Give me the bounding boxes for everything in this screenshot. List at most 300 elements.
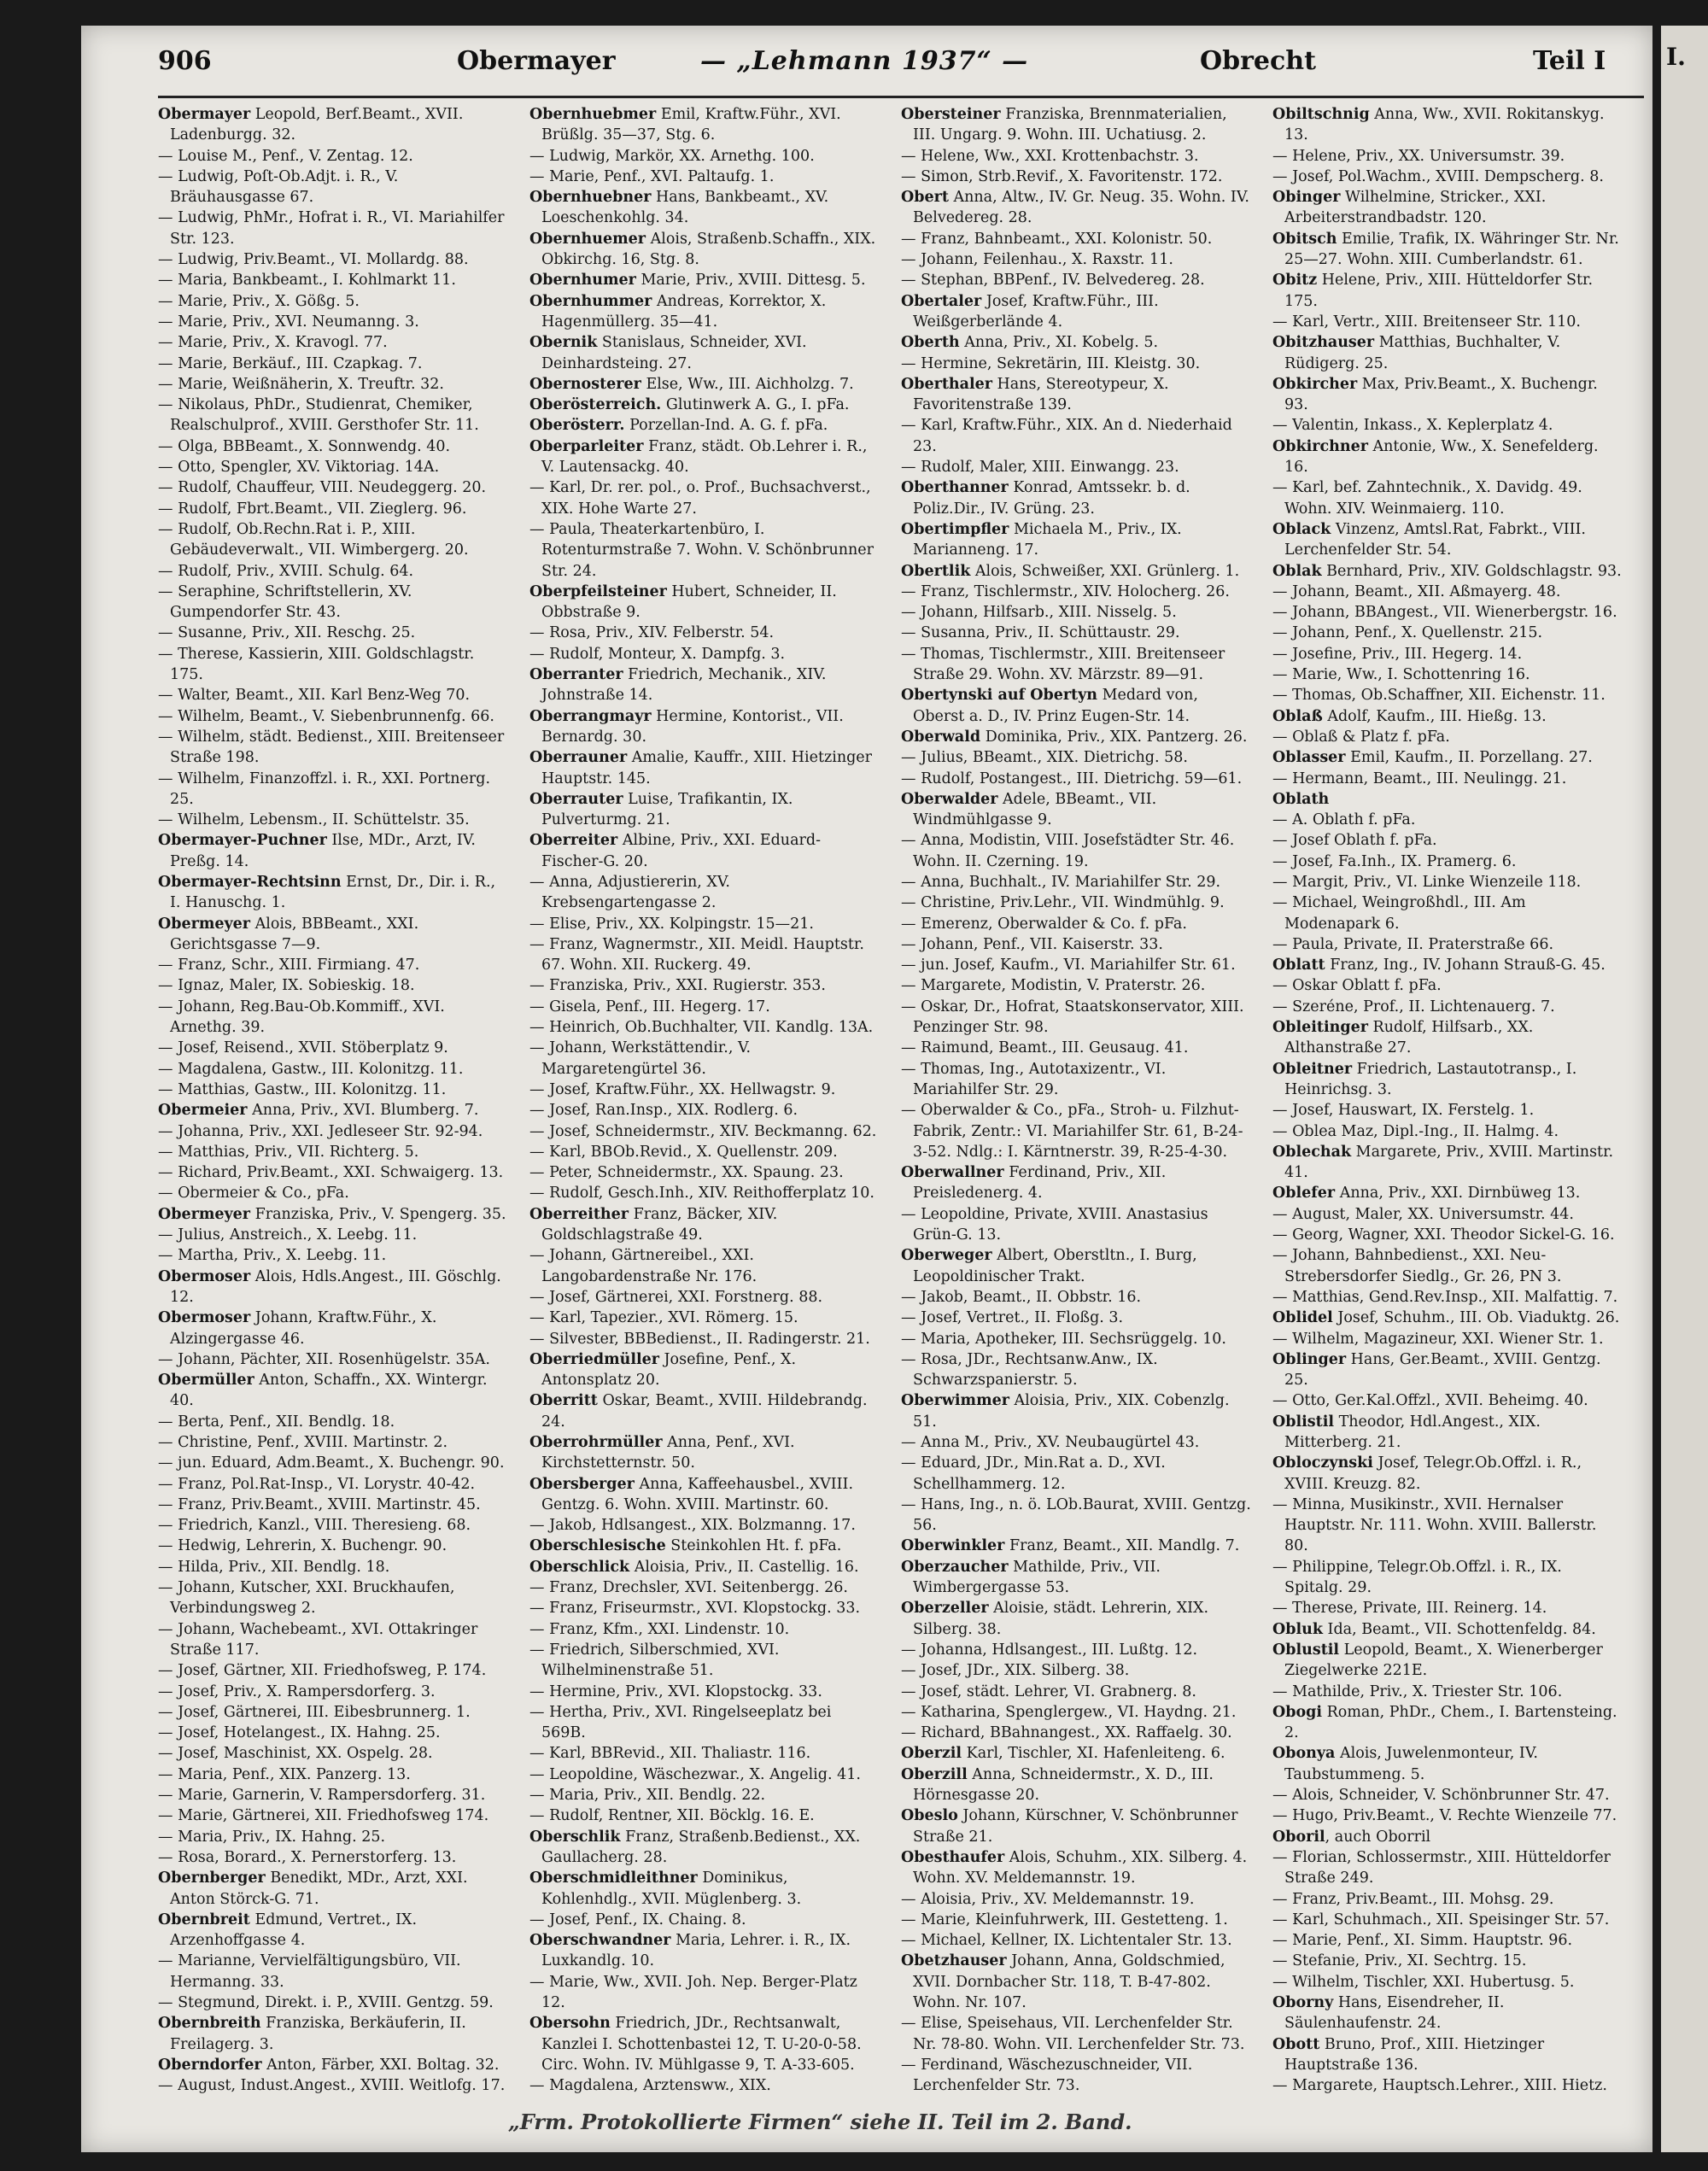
entry-surname: Oberschlick xyxy=(529,1558,630,1576)
entry-surname: Oberritt xyxy=(529,1392,598,1410)
directory-entry xyxy=(529,1640,880,1682)
entry-details: — Wilhelm, Tischler, XXI. Hubertusg. 5. xyxy=(1272,1973,1575,1991)
entry-surname: Obersberger xyxy=(529,1475,635,1493)
directory-entry xyxy=(1272,685,1623,705)
directory-entry xyxy=(158,1121,508,1142)
directory-entry xyxy=(901,1910,1251,1930)
directory-entry xyxy=(1272,1308,1623,1328)
entry-details: Mathilde, Priv., VII. Wimbergergasse 53. xyxy=(913,1558,1161,1597)
entry-details: — Karl, bef. Zahntechnik., X. Davidg. 49. Wohn. XIV. Weinmaierg. 110. xyxy=(1272,479,1582,518)
entry-details: — Philippine, Telegr.Ob.Offzl. i. R., IX. Spitalg. 29. xyxy=(1272,1558,1562,1597)
entry-details: — Eduard, JDr., Min.Rat a. D., XVI. Schellhammerg. 12. xyxy=(901,1454,1166,1493)
directory-entry xyxy=(529,1972,880,2014)
directory-entry xyxy=(901,789,1251,831)
directory-entry xyxy=(1272,1225,1623,1245)
directory-entry xyxy=(1272,167,1623,187)
entry-surname: Oberzaucher xyxy=(901,1558,1009,1576)
directory-entry xyxy=(1272,436,1623,478)
column-3 xyxy=(901,104,1251,2094)
directory-entry xyxy=(529,1619,880,1640)
entry-details: — Julius, BBeamt., XIX. Dietrichg. 58. xyxy=(901,749,1188,767)
entry-surname: Obertlik xyxy=(901,562,971,580)
entry-details: Andreas, Korrektor, X. Hagenmüllerg. 35—41. xyxy=(541,292,827,331)
directory-entry xyxy=(529,1598,880,1618)
directory-entry xyxy=(158,332,508,353)
entry-surname: Obernberger xyxy=(158,1870,266,1887)
entry-details: — Josef, Priv., X. Rampersdorferg. 3. xyxy=(158,1682,436,1700)
entry-details: Emilie, Trafik, IX. Währinger Str. Nr. 25—27. Wohn. XIII. Cumberlandstr. 61. xyxy=(1284,230,1619,269)
entry-surname: Oberwald xyxy=(901,728,981,746)
directory-entry xyxy=(1272,955,1623,975)
directory-entry xyxy=(1272,229,1623,271)
entry-surname: Oblistil xyxy=(1272,1413,1335,1431)
directory-entry xyxy=(1272,1495,1623,1557)
entry-details: — Josef, Gärtner, XII. Friedhofsweg, P. 174. xyxy=(158,1662,487,1680)
entry-details: — Christine, Priv.Lehr., VII. Windmühlg. 9. xyxy=(901,894,1225,912)
entry-details: Roman, PhDr., Chem., I. Bartensteing. 2. xyxy=(1284,1703,1617,1742)
entry-details: Hans, Stereotypeur, X. Favoritenstraße 139. xyxy=(913,375,1169,414)
entry-details: Franz, Straßenb.Bedienst., XX. Gaullacherg. 28. xyxy=(541,1828,861,1866)
directory-entry xyxy=(529,1142,880,1162)
directory-entry xyxy=(158,810,508,830)
entry-details: Josefine, Penf., X. Antonsplatz 20. xyxy=(541,1350,797,1390)
entry-details: — Franz, Bahnbeamt., XXI. Kolonistr. 50. xyxy=(901,230,1213,248)
directory-entry xyxy=(158,104,508,146)
directory-entry xyxy=(529,1390,880,1432)
directory-entry xyxy=(529,747,880,789)
entry-surname: Oblustil xyxy=(1272,1641,1340,1659)
entry-details: — Josef, städt. Lehrer, VI. Grabnerg. 8. xyxy=(901,1682,1196,1700)
entry-details: — Seraphine, Schriftstellerin, XV. Gumpendorfer Str. 43. xyxy=(158,582,412,622)
entry-details: — Karl, Dr. rer. pol., o. Prof., Buchsachverst., XIX. Hohe Warte 27. xyxy=(529,479,871,518)
entry-details: Emil, Kraftw.Führ., XVI. Brüßlg. 35—37, Stg. 6. xyxy=(541,106,841,144)
entry-details: — Wilhelm, Magazineur, XXI. Wiener Str. 1. xyxy=(1272,1330,1604,1348)
directory-entry xyxy=(901,1204,1251,1246)
entry-details: — Marie, Kleinfuhrwerk, III. Gestetteng. 1. xyxy=(901,1911,1228,1928)
directory-entry xyxy=(901,1349,1251,1391)
entry-details: Michaela M., Priv., IX. Marianneng. 17. xyxy=(913,520,1182,559)
directory-entry xyxy=(529,1308,880,1328)
directory-entry xyxy=(158,374,508,395)
entry-details: Anna, Priv., XI. Kobelg. 5. xyxy=(959,334,1159,352)
directory-entry xyxy=(158,1660,508,1681)
directory-entry xyxy=(1272,1287,1623,1308)
directory-entry xyxy=(158,1827,508,1847)
entry-details: — Maria, Bankbeamt., I. Kohlmarkt 11. xyxy=(158,272,456,290)
directory-entry xyxy=(158,1805,508,1826)
directory-entry xyxy=(529,1038,880,1080)
directory-entry xyxy=(529,291,880,333)
entry-details: Antonie, Ww., X. Senefelderg. 16. xyxy=(1284,437,1599,477)
directory-entry xyxy=(1272,1204,1623,1225)
entry-details: — Johann, Penf., X. Quellenstr. 215. xyxy=(1272,624,1543,642)
entry-details: — Karl, Kraftw.Führ., XIX. An d. Niederhaid 23. xyxy=(901,417,1232,455)
directory-entry xyxy=(901,727,1251,747)
entry-details: Else, Ww., III. Aichholzg. 7. xyxy=(640,375,854,393)
entry-details: — Jakob, Hdlsangest., XIX. Bolzmanng. 17. xyxy=(529,1517,856,1535)
entry-surname: Oberösterreich. xyxy=(529,396,662,414)
entry-surname: Obernik xyxy=(529,334,598,352)
directory-entry xyxy=(158,249,508,270)
entry-details: Max, Priv.Beamt., X. Buchengr. 93. xyxy=(1284,375,1598,414)
entry-surname: Obermayer-Rechtsinn xyxy=(158,873,342,891)
entry-surname: Obert xyxy=(901,189,949,207)
entry-details: — Anna, Adjustiererin, XV. Krebsengartengasse 2. xyxy=(529,873,730,912)
entry-details: Adolf, Kaufm., III. Hießg. 13. xyxy=(1322,707,1547,725)
directory-entry xyxy=(529,1349,880,1391)
entry-details: Albine, Priv., XXI. Eduard-Fischer-G. 20. xyxy=(541,832,821,870)
entry-details: — Matthias, Priv., VII. Richterg. 5. xyxy=(158,1143,419,1161)
entry-details: — Helene, Ww., XXI. Krottenbachstr. 3. xyxy=(901,147,1199,165)
directory-entry xyxy=(1272,1640,1623,1682)
entry-surname: Oberrauter xyxy=(529,790,623,808)
directory-entry xyxy=(1272,187,1623,229)
entry-details: — Hermann, Beamt., III. Neulingg. 21. xyxy=(1272,770,1567,787)
directory-entry xyxy=(158,1059,508,1080)
entry-details: — Gisela, Penf., III. Hegerg. 17. xyxy=(529,998,770,1015)
entry-details: — Rudolf, Fbrt.Beamt., VII. Zieglerg. 96. xyxy=(158,500,467,518)
entry-details: Margarete, Priv., XVIII. Martinstr. 41. xyxy=(1284,1143,1614,1182)
entry-surname: Obernosterer xyxy=(529,375,641,393)
entry-surname: Oblinger xyxy=(1272,1350,1347,1368)
directory-entry xyxy=(529,1910,880,1930)
directory-entry xyxy=(158,1743,508,1764)
entry-details: Bernhard, Priv., XIV. Goldschlagstr. 93. xyxy=(1321,562,1622,580)
column-1 xyxy=(158,104,508,2094)
directory-entry xyxy=(158,727,508,769)
entry-surname: Oberrauner xyxy=(529,749,628,767)
directory-entry xyxy=(901,955,1251,975)
directory-entry xyxy=(529,187,880,229)
directory-entry xyxy=(1272,582,1623,602)
entry-details: — Oblea Maz, Dipl.-Ing., II. Halmg. 4. xyxy=(1272,1122,1559,1140)
entry-details: Ferdinand, Priv., XII. Preisledenerg. 4. xyxy=(913,1164,1167,1203)
entry-surname: Obernbreith xyxy=(158,2015,261,2033)
entry-surname: Oblaß xyxy=(1272,707,1323,725)
entry-surname: Obluk xyxy=(1272,1620,1323,1638)
directory-entry xyxy=(901,582,1251,602)
entry-surname: Oberpfeilsteiner xyxy=(529,582,667,600)
entry-details: — Josef, Hotelangest., IX. Hahng. 25. xyxy=(158,1724,441,1742)
entry-details: — Margarete, Modistin, V. Praterstr. 26. xyxy=(901,977,1206,995)
directory-entry xyxy=(901,1805,1251,1847)
directory-entry xyxy=(529,582,880,623)
directory-entry xyxy=(1272,1910,1623,1930)
entry-details: Matthias, Buchhalter, V. Rüdigerg. 25. xyxy=(1284,334,1561,372)
directory-entry xyxy=(529,1204,880,1246)
directory-entry xyxy=(1272,1827,1623,1847)
directory-entry xyxy=(158,997,508,1039)
entry-surname: Oberrohrmüller xyxy=(529,1434,663,1451)
entry-details: Amalie, Kauffr., XIII. Hietzinger Hauptstr. 145. xyxy=(541,749,873,787)
entry-details: — Marie, Garnerin, V. Rampersdorferg. 31. xyxy=(158,1787,486,1805)
directory-entry xyxy=(1272,1889,1623,1910)
entry-details: — Therese, Kassierin, XIII. Goldschlagstr. 175. xyxy=(158,645,475,684)
directory-entry xyxy=(158,208,508,249)
directory-entry xyxy=(529,934,880,976)
directory-entry xyxy=(529,1827,880,1869)
entry-details: — Anna, Buchhalt., IV. Mariahilfer Str. 29. xyxy=(901,873,1221,891)
directory-entry xyxy=(901,457,1251,477)
directory-entry xyxy=(901,332,1251,353)
directory-entry xyxy=(1272,810,1623,830)
entry-details: Karl, Tischler, XI. Hafenleiteng. 6. xyxy=(962,1745,1225,1763)
directory-entry xyxy=(158,769,508,810)
directory-entry xyxy=(1272,1453,1623,1495)
directory-entry xyxy=(901,477,1251,519)
directory-entry xyxy=(529,1557,880,1577)
directory-entry xyxy=(529,1682,880,1702)
header-rule xyxy=(158,96,1644,98)
entry-surname: Obernhummer xyxy=(529,292,652,310)
entry-surname: Oberthanner xyxy=(901,479,1009,497)
directory-entry xyxy=(529,415,880,436)
entry-details: Hans, Eisendreher, II. Säulenhaufenstr. 24. xyxy=(1284,1994,1505,2033)
directory-entry xyxy=(158,436,508,457)
entry-details: Johann, Kraftw.Führ., X. Alzingergasse 46. xyxy=(170,1309,437,1348)
entry-details: — Florian, Schlossermstr., XIII. Hütteldorfer Straße 249. xyxy=(1272,1848,1611,1887)
directory-entry xyxy=(158,582,508,623)
entry-details: Helene, Priv., XIII. Hütteldorfer Str. 175. xyxy=(1284,272,1594,310)
entry-details: — Johann, Werkstättendir., V. Margaretengürtel 36. xyxy=(529,1039,752,1078)
entry-details: — Josef, Kraftw.Führ., XX. Hellwagstr. 9. xyxy=(529,1080,836,1098)
entry-details: — Stegmund, Direkt. i. P., XVIII. Gentzg. 59. xyxy=(158,1994,494,2012)
entry-details: — Maria, Priv., IX. Hahng. 25. xyxy=(158,1828,386,1846)
entry-details: Benedikt, MDr., Arzt, XXI. Anton Störck-G. 71. xyxy=(170,1870,468,1908)
entry-surname: Oblasser xyxy=(1272,749,1346,767)
directory-entry xyxy=(1272,1951,1623,1971)
entry-details: — Josef, Hauswart, IX. Ferstelg. 1. xyxy=(1272,1102,1535,1120)
entry-details: — Johann, Feilenhau., X. Raxstr. 11. xyxy=(901,251,1173,269)
directory-entry xyxy=(158,1267,508,1308)
entry-details: Ilse, MDr., Arzt, IV. Preßg. 14. xyxy=(170,832,476,870)
directory-entry xyxy=(1272,1702,1623,1744)
directory-entry xyxy=(901,1598,1251,1640)
entry-details: — Marianne, Vervielfältigungsbüro, VII. Hermanng. 33. xyxy=(158,1952,461,1991)
entry-details: — Johann, Reg.Bau-Ob.Kommiff., XVI. Arnethg. 39. xyxy=(158,998,445,1037)
entry-surname: Oboril xyxy=(1272,1828,1325,1846)
entry-details: Anna, Kaffeehausbel., XVIII. Gentzg. 6. Wohn. XVIII. Martinstr. 60. xyxy=(541,1475,854,1513)
directory-entry xyxy=(1272,312,1623,332)
directory-entry xyxy=(1272,644,1623,664)
entry-details: — August, Maler, XX. Universumstr. 44. xyxy=(1272,1205,1574,1223)
entry-details: — Hans, Ing., n. ö. LOb.Baurat, XVIII. Gentzg. 56. xyxy=(901,1495,1251,1535)
directory-entry xyxy=(901,1329,1251,1349)
entry-surname: Obiltschnig xyxy=(1272,106,1370,123)
entry-details: — Rudolf, Ob.Rechn.Rat i. P., XIII. Gebäudeverwalt., VII. Wimbergerg. 20. xyxy=(158,520,469,559)
directory-entry xyxy=(158,830,508,872)
directory-entry xyxy=(158,1412,508,1432)
directory-entry xyxy=(1272,2034,1623,2076)
entry-details: Friedrich, Lastautotransp., I. Heinrichsg. 3. xyxy=(1284,1060,1577,1098)
directory-entry xyxy=(529,1017,880,1038)
entry-details: Vinzenz, Amtsl.Rat, Fabrkt., VIII. Lerchenfelder Str. 54. xyxy=(1284,520,1586,559)
directory-entry xyxy=(529,2075,880,2094)
entry-surname: Oblatt xyxy=(1272,957,1325,974)
entry-surname: Obkircher xyxy=(1272,375,1358,393)
entry-surname: Oberwimmer xyxy=(901,1392,1009,1410)
entry-surname: Oberwallner xyxy=(901,1164,1004,1182)
entry-details: Marie, Priv., XVIII. Dittesg. 5. xyxy=(635,272,866,290)
directory-entry xyxy=(529,104,880,146)
directory-entry xyxy=(529,332,880,374)
entry-details: — Richard, Priv.Beamt., XXI. Schwaigerg. 13. xyxy=(158,1164,504,1182)
entry-details: — Paula, Theaterkartenbüro, I. Rotenturmstraße 7. Wohn. V. Schönbrunner Str. 24. xyxy=(529,520,874,580)
entry-details: Konrad, Amtssekr. b. d. Poliz.Dir., IV. Grüng. 23. xyxy=(913,479,1190,518)
directory-entry xyxy=(158,477,508,498)
directory-entry xyxy=(529,395,880,415)
entry-surname: Oberthaler xyxy=(901,375,992,393)
directory-entry xyxy=(901,1245,1251,1287)
entry-details: — Margit, Priv., VI. Linke Wienzeile 118. xyxy=(1272,873,1582,891)
directory-entry xyxy=(158,1183,508,1203)
entry-details: — Leopoldine, Private, XVIII. Anastasius Grün-G. 13. xyxy=(901,1205,1208,1244)
directory-entry xyxy=(529,1764,880,1785)
directory-entry xyxy=(529,477,880,519)
entry-details: Porzellan-Ind. A. G. f. pFa. xyxy=(624,417,828,435)
directory-entry xyxy=(529,914,880,934)
entry-details: — Marie, Weißnäherin, X. Treuftr. 32. xyxy=(158,375,444,393)
directory-entry xyxy=(901,1889,1251,1910)
entry-details: Ernst, Dr., Dir. i. R., I. Hanuschg. 1. xyxy=(170,873,496,912)
entry-details: — Johann, Bahnbedienst., XXI. Neu-Strebersdorfer Siedlg., Gr. 26, PN 3. xyxy=(1272,1247,1562,1285)
directory-entry xyxy=(529,975,880,996)
directory-entry xyxy=(1272,1972,1623,1993)
page-header xyxy=(81,34,1652,85)
directory-entry xyxy=(1272,477,1623,519)
directory-entry xyxy=(1272,146,1623,167)
entry-details: — Franz, Priv.Beamt., III. Mohsg. 29. xyxy=(1272,1890,1554,1908)
entry-surname: Oberndorfer xyxy=(158,2056,262,2074)
entry-details: — Josef, Pol.Wachm., XVIII. Dempscherg. 8. xyxy=(1272,167,1604,185)
entry-details: — Karl, Tapezier., XVI. Römerg. 15. xyxy=(529,1309,798,1327)
entry-details: Franz, Bäcker, XIV. Goldschlagstraße 49. xyxy=(541,1205,778,1244)
entry-details: — A. Oblath f. pFa. xyxy=(1272,811,1416,829)
entry-details: — Marie, Ww., I. Schottenring 16. xyxy=(1272,666,1530,684)
directory-entry xyxy=(1272,1142,1623,1184)
directory-entry xyxy=(158,1993,508,2013)
entry-details: — Karl, Vertr., XIII. Breitenseer Str. 110. xyxy=(1272,313,1581,331)
directory-entry xyxy=(529,830,880,872)
entry-details: — Rosa, JDr., Rechtsanw.Anw., IX. Schwarzspanierstr. 5. xyxy=(901,1350,1158,1390)
entry-details: Bruno, Prof., XIII. Hietzinger Hauptstraße 136. xyxy=(1284,2035,1545,2074)
directory-entry xyxy=(1272,872,1623,892)
entry-details: — Marie, Berkäuf., III. Czapkag. 7. xyxy=(158,354,423,372)
directory-entry xyxy=(529,146,880,167)
directory-entry xyxy=(529,1702,880,1744)
entry-details: — Mathilde, Priv., X. Triester Str. 106. xyxy=(1272,1682,1563,1700)
directory-entry xyxy=(1272,789,1623,810)
entry-details: — Helene, Priv., XX. Universumstr. 39. xyxy=(1272,147,1565,165)
directory-entry xyxy=(158,1245,508,1266)
directory-entry xyxy=(158,1080,508,1100)
entry-details: — Georg, Wagner, XXI. Theodor Sickel-G. 16. xyxy=(1272,1226,1615,1244)
directory-entry xyxy=(1272,1847,1623,1889)
entry-details: Alois, Schuhm., XIX. Silberg. 4. Wohn. XV. Meldemannstr. 19. xyxy=(913,1848,1248,1887)
entry-surname: Obitzhauser xyxy=(1272,334,1375,352)
directory-entry xyxy=(1272,519,1623,561)
entry-details: — Johann, Gärtnereibel., XXI. Langobardenstraße Nr. 176. xyxy=(529,1247,757,1285)
directory-entry xyxy=(158,1432,508,1453)
entry-surname: Oberreither xyxy=(529,1205,629,1223)
entry-details: — Thomas, Tischlermstr., XIII. Breitenseer Straße 29. Wohn. XV. Märzstr. 89—91. xyxy=(901,645,1225,684)
entry-details: — Stefanie, Priv., XI. Sechtrg. 15. xyxy=(1272,1952,1527,1970)
entry-surname: Oberparleiter xyxy=(529,437,644,455)
entry-surname: Oberreiter xyxy=(529,832,618,850)
entry-details: — Josef, Ran.Insp., XIX. Rodlerg. 6. xyxy=(529,1102,798,1120)
directory-entry xyxy=(901,1432,1251,1453)
entry-details: — Berta, Penf., XII. Bendlg. 18. xyxy=(158,1413,395,1431)
entry-details: — Hugo, Priv.Beamt., V. Rechte Wienzeile 77. xyxy=(1272,1807,1617,1825)
entry-details: — Franz, Drechsler, XVI. Seitenbergg. 26. xyxy=(529,1579,848,1597)
entry-surname: Obeslo xyxy=(901,1807,958,1825)
entry-details: — Franz, Kfm., XXI. Lindenstr. 10. xyxy=(529,1620,790,1638)
directory-entry xyxy=(158,291,508,312)
entry-details: Leopold, Berf.Beamt., XVII. Ladenburgg. 32. xyxy=(170,106,464,144)
entry-surname: Obertaler xyxy=(901,292,982,310)
entry-surname: Obitz xyxy=(1272,272,1318,290)
entry-details: — Rudolf, Postangest., III. Dietrichg. 59—61. xyxy=(901,770,1243,787)
entry-details: Anna, Schneidermstr., X. D., III. Hörnesgasse 20. xyxy=(913,1765,1214,1805)
entry-details: — Ludwig, Priv.Beamt., VI. Mollardg. 88. xyxy=(158,251,469,269)
directory-entry xyxy=(1272,975,1623,996)
entry-surname: Obitsch xyxy=(1272,230,1337,248)
entry-details: — Matthias, Gastw., III. Kolonitzg. 11. xyxy=(158,1080,447,1098)
entry-details: — Rudolf, Maler, XIII. Einwangg. 23. xyxy=(901,459,1179,477)
column-2 xyxy=(529,104,880,2094)
entry-details: — Otto, Spengler, XV. Viktoriag. 14A. xyxy=(158,459,440,477)
entry-details: Alois, BBBeamt., XXI. Gerichtsgasse 7—9. xyxy=(170,915,419,953)
directory-entry xyxy=(529,706,880,748)
entry-details: — Ignaz, Maler, IX. Sobieskig. 18. xyxy=(158,977,415,995)
entry-details: Johann, Kürschner, V. Schönbrunner Straße 21. xyxy=(913,1807,1238,1846)
entry-details: — Johann, Kutscher, XXI. Bruckhaufen, Verbindungsweg 2. xyxy=(158,1579,455,1618)
directory-entry xyxy=(158,457,508,477)
directory-entry xyxy=(158,1577,508,1619)
entry-surname: Obertimpfler xyxy=(901,520,1009,538)
entry-details: — Friedrich, Kanzl., VIII. Theresieng. 68. xyxy=(158,1517,471,1535)
directory-entry xyxy=(901,1847,1251,1889)
entry-details: — Karl, Schuhmach., XII. Speisinger Str. 57. xyxy=(1272,1911,1610,1928)
directory-entry xyxy=(1272,1390,1623,1411)
directory-entry xyxy=(901,1764,1251,1806)
entry-surname: Obermoser xyxy=(158,1309,251,1327)
directory-entry xyxy=(529,1121,880,1142)
entry-details: Hubert, Schneider, II. Obbstraße 9. xyxy=(541,582,837,622)
entry-details: — Josef, Schneidermstr., XIV. Beckmanng. 62. xyxy=(529,1122,877,1140)
directory-entry xyxy=(158,914,508,956)
entry-surname: Obersteiner xyxy=(901,106,1001,123)
entry-details: — Matthias, Gend.Rev.Insp., XII. Malfattig. 7. xyxy=(1272,1288,1618,1306)
directory-entry xyxy=(529,1474,880,1516)
directory-entry xyxy=(529,1432,880,1474)
entry-details: — Franz, Priv.Beamt., XVIII. Martinstr. 45. xyxy=(158,1495,481,1513)
directory-entry xyxy=(901,1536,1251,1556)
directory-entry xyxy=(901,747,1251,768)
entry-surname: Oblak xyxy=(1272,562,1322,580)
footer-note: „Frm. Protokollierte Firmen“ siehe II. Teil im 2. Band. xyxy=(508,2110,1132,2134)
directory-entry xyxy=(901,975,1251,996)
directory-entry xyxy=(1272,1557,1623,1599)
directory-entry xyxy=(901,997,1251,1039)
entry-surname: Oberrangmayr xyxy=(529,707,652,725)
entry-details: — Friedrich, Silberschmied, XVI. Wilhelminenstraße 51. xyxy=(529,1641,780,1680)
entry-details: Franz, Beamt., XII. Mandlg. 7. xyxy=(1004,1537,1240,1555)
entry-details: — Josef, Vertret., II. Floßg. 3. xyxy=(901,1309,1124,1327)
directory-entry xyxy=(901,229,1251,249)
entry-details: — Josef, Penf., IX. Chaing. 8. xyxy=(529,1911,746,1928)
entry-details: Theodor, Hdl.Angest., XIX. Mitterberg. 21. xyxy=(1284,1413,1541,1451)
